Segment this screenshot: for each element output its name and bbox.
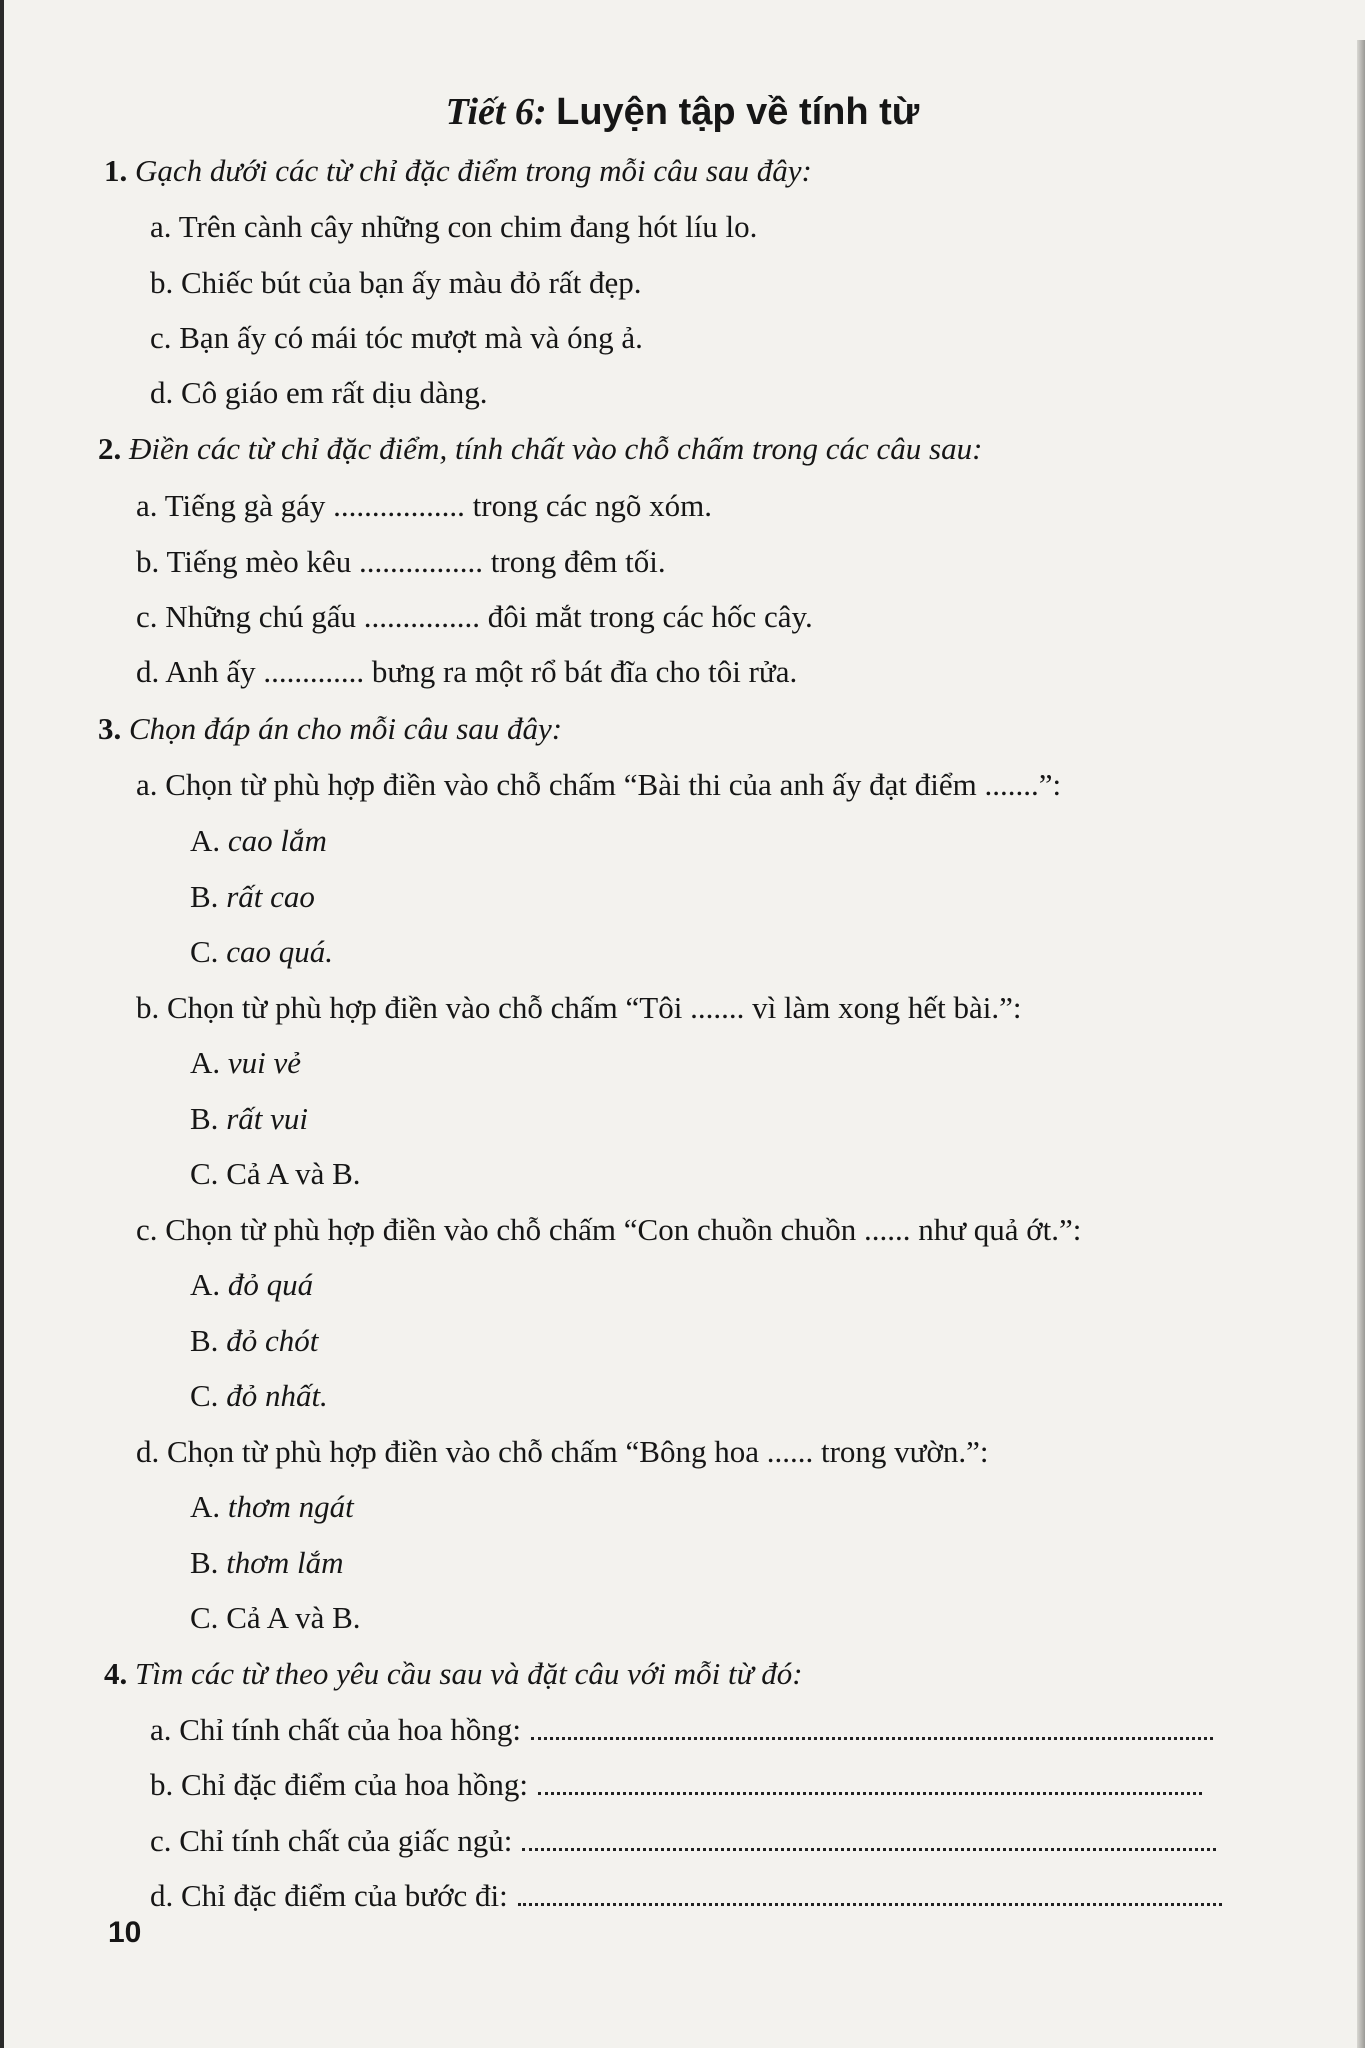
question-number: 1. [104,153,128,188]
question-3b-option-c [190,1155,361,1193]
option-letter: C. [190,934,219,969]
question-2-heading [98,430,982,468]
option-text: vui vẻ [227,1045,302,1080]
option-letter: C. [190,1600,219,1635]
option-text: cao lắm [227,823,327,858]
question-3c-option-a [190,1266,313,1304]
page-number: 10 [108,1916,142,1949]
question-3-heading [98,710,562,748]
option-text: rất cao [226,879,315,914]
question-1-item-a: a. Trên cành cây những con chim đang hót líu lo. [150,209,758,244]
option-letter: C. [190,1156,219,1191]
option-text: Cả A và B. [226,1600,361,1635]
question-4-item-d [150,1877,1222,1915]
option-text: rất vui [226,1101,308,1136]
question-number: 3. [98,711,122,746]
option-text: đỏ quá [227,1267,314,1302]
option-text: Cả A và B. [226,1156,361,1191]
question-2-item-c: c. Những chú gấu ............... đôi mắt trong các hốc cây. [136,599,813,634]
question-3d-option-c [190,1599,361,1637]
question-3d-option-b [190,1544,343,1582]
question-prompt: Gạch dưới các từ chỉ đặc điểm trong mỗi câu sau đây: [135,153,812,188]
prompt-label: d. Chỉ đặc điểm của bước đi: [150,1878,508,1913]
question-1-item-d: d. Cô giáo em rất dịu dàng. [150,375,488,410]
question-4-heading [104,1655,803,1693]
question-3c-option-b [190,1322,318,1360]
question-prompt: Điền các từ chỉ đặc điểm, tính chất vào chỗ chấm trong các câu sau: [129,431,983,466]
option-letter: A. [190,823,221,858]
question-number: 4. [104,1656,128,1691]
question-prompt: Tìm các từ theo yêu cầu sau và đặt câu với mỗi từ đó: [135,1656,803,1691]
answer-line[interactable] [518,1879,1222,1906]
question-2-item-a: a. Tiếng gà gáy ................. trong các ngõ xóm. [136,488,713,523]
prompt-label: a. Chỉ tính chất của hoa hồng: [150,1712,522,1747]
question-4-item-c [150,1822,1216,1860]
question-1-item-b: b. Chiếc bút của bạn ấy màu đỏ rất đẹp. [150,265,642,300]
option-letter: A. [190,1489,221,1524]
question-3b-option-b [190,1100,308,1138]
prompt-label: c. Chỉ tính chất của giấc ngủ: [150,1823,513,1858]
option-text: đỏ nhất. [226,1378,328,1413]
question-3a-option-b [190,878,315,916]
question-3d-option-a [190,1488,354,1526]
lesson-topic: Luyện tập về tính từ [556,91,920,133]
option-text: cao quá. [226,934,333,969]
question-3c-option-c [190,1377,328,1415]
question-3c-stem: c. Chọn từ phù hợp điền vào chỗ chấm “Con chuồn chuồn ...... như quả ớt.”: [136,1212,1082,1247]
lesson-title [0,90,1365,134]
question-3b-stem: b. Chọn từ phù hợp điền vào chỗ chấm “Tôi ....... vì làm xong hết bài.”: [136,990,1022,1025]
question-number: 2. [98,431,122,466]
option-text: thơm lắm [226,1545,344,1580]
question-3a-option-a [190,822,327,860]
option-letter: C. [190,1378,219,1413]
option-letter: A. [190,1045,221,1080]
prompt-label: b. Chỉ đặc điểm của hoa hồng: [150,1767,528,1802]
question-2-item-d: d. Anh ấy ............. bưng ra một rổ bát đĩa cho tôi rửa. [136,654,798,689]
question-4-item-b [150,1766,1202,1804]
option-letter: B. [190,1323,219,1358]
question-2-item-b: b. Tiếng mèo kêu ................ trong đêm tối. [136,544,666,579]
question-1-item-c: c. Bạn ấy có mái tóc mượt mà và óng ả. [150,320,643,355]
question-3a-stem: a. Chọn từ phù hợp điền vào chỗ chấm “Bài thi của anh ấy đạt điểm .......”: [136,767,1062,802]
option-letter: B. [190,879,219,914]
answer-line[interactable] [522,1824,1216,1851]
option-text: đỏ chót [226,1323,319,1358]
question-3b-option-a [190,1044,301,1082]
question-1-heading [104,152,812,190]
option-letter: A. [190,1267,221,1302]
question-3a-option-c [190,933,333,971]
question-3d-stem: d. Chọn từ phù hợp điền vào chỗ chấm “Bông hoa ...... trong vườn.”: [136,1434,989,1469]
answer-line[interactable] [531,1713,1213,1740]
question-prompt: Chọn đáp án cho mỗi câu sau đây: [129,711,563,746]
lesson-number: Tiết 6: [445,91,547,133]
option-text: thơm ngát [227,1489,354,1524]
option-letter: B. [190,1545,219,1580]
question-4-item-a [150,1711,1213,1749]
option-letter: B. [190,1101,219,1136]
answer-line[interactable] [538,1768,1202,1795]
